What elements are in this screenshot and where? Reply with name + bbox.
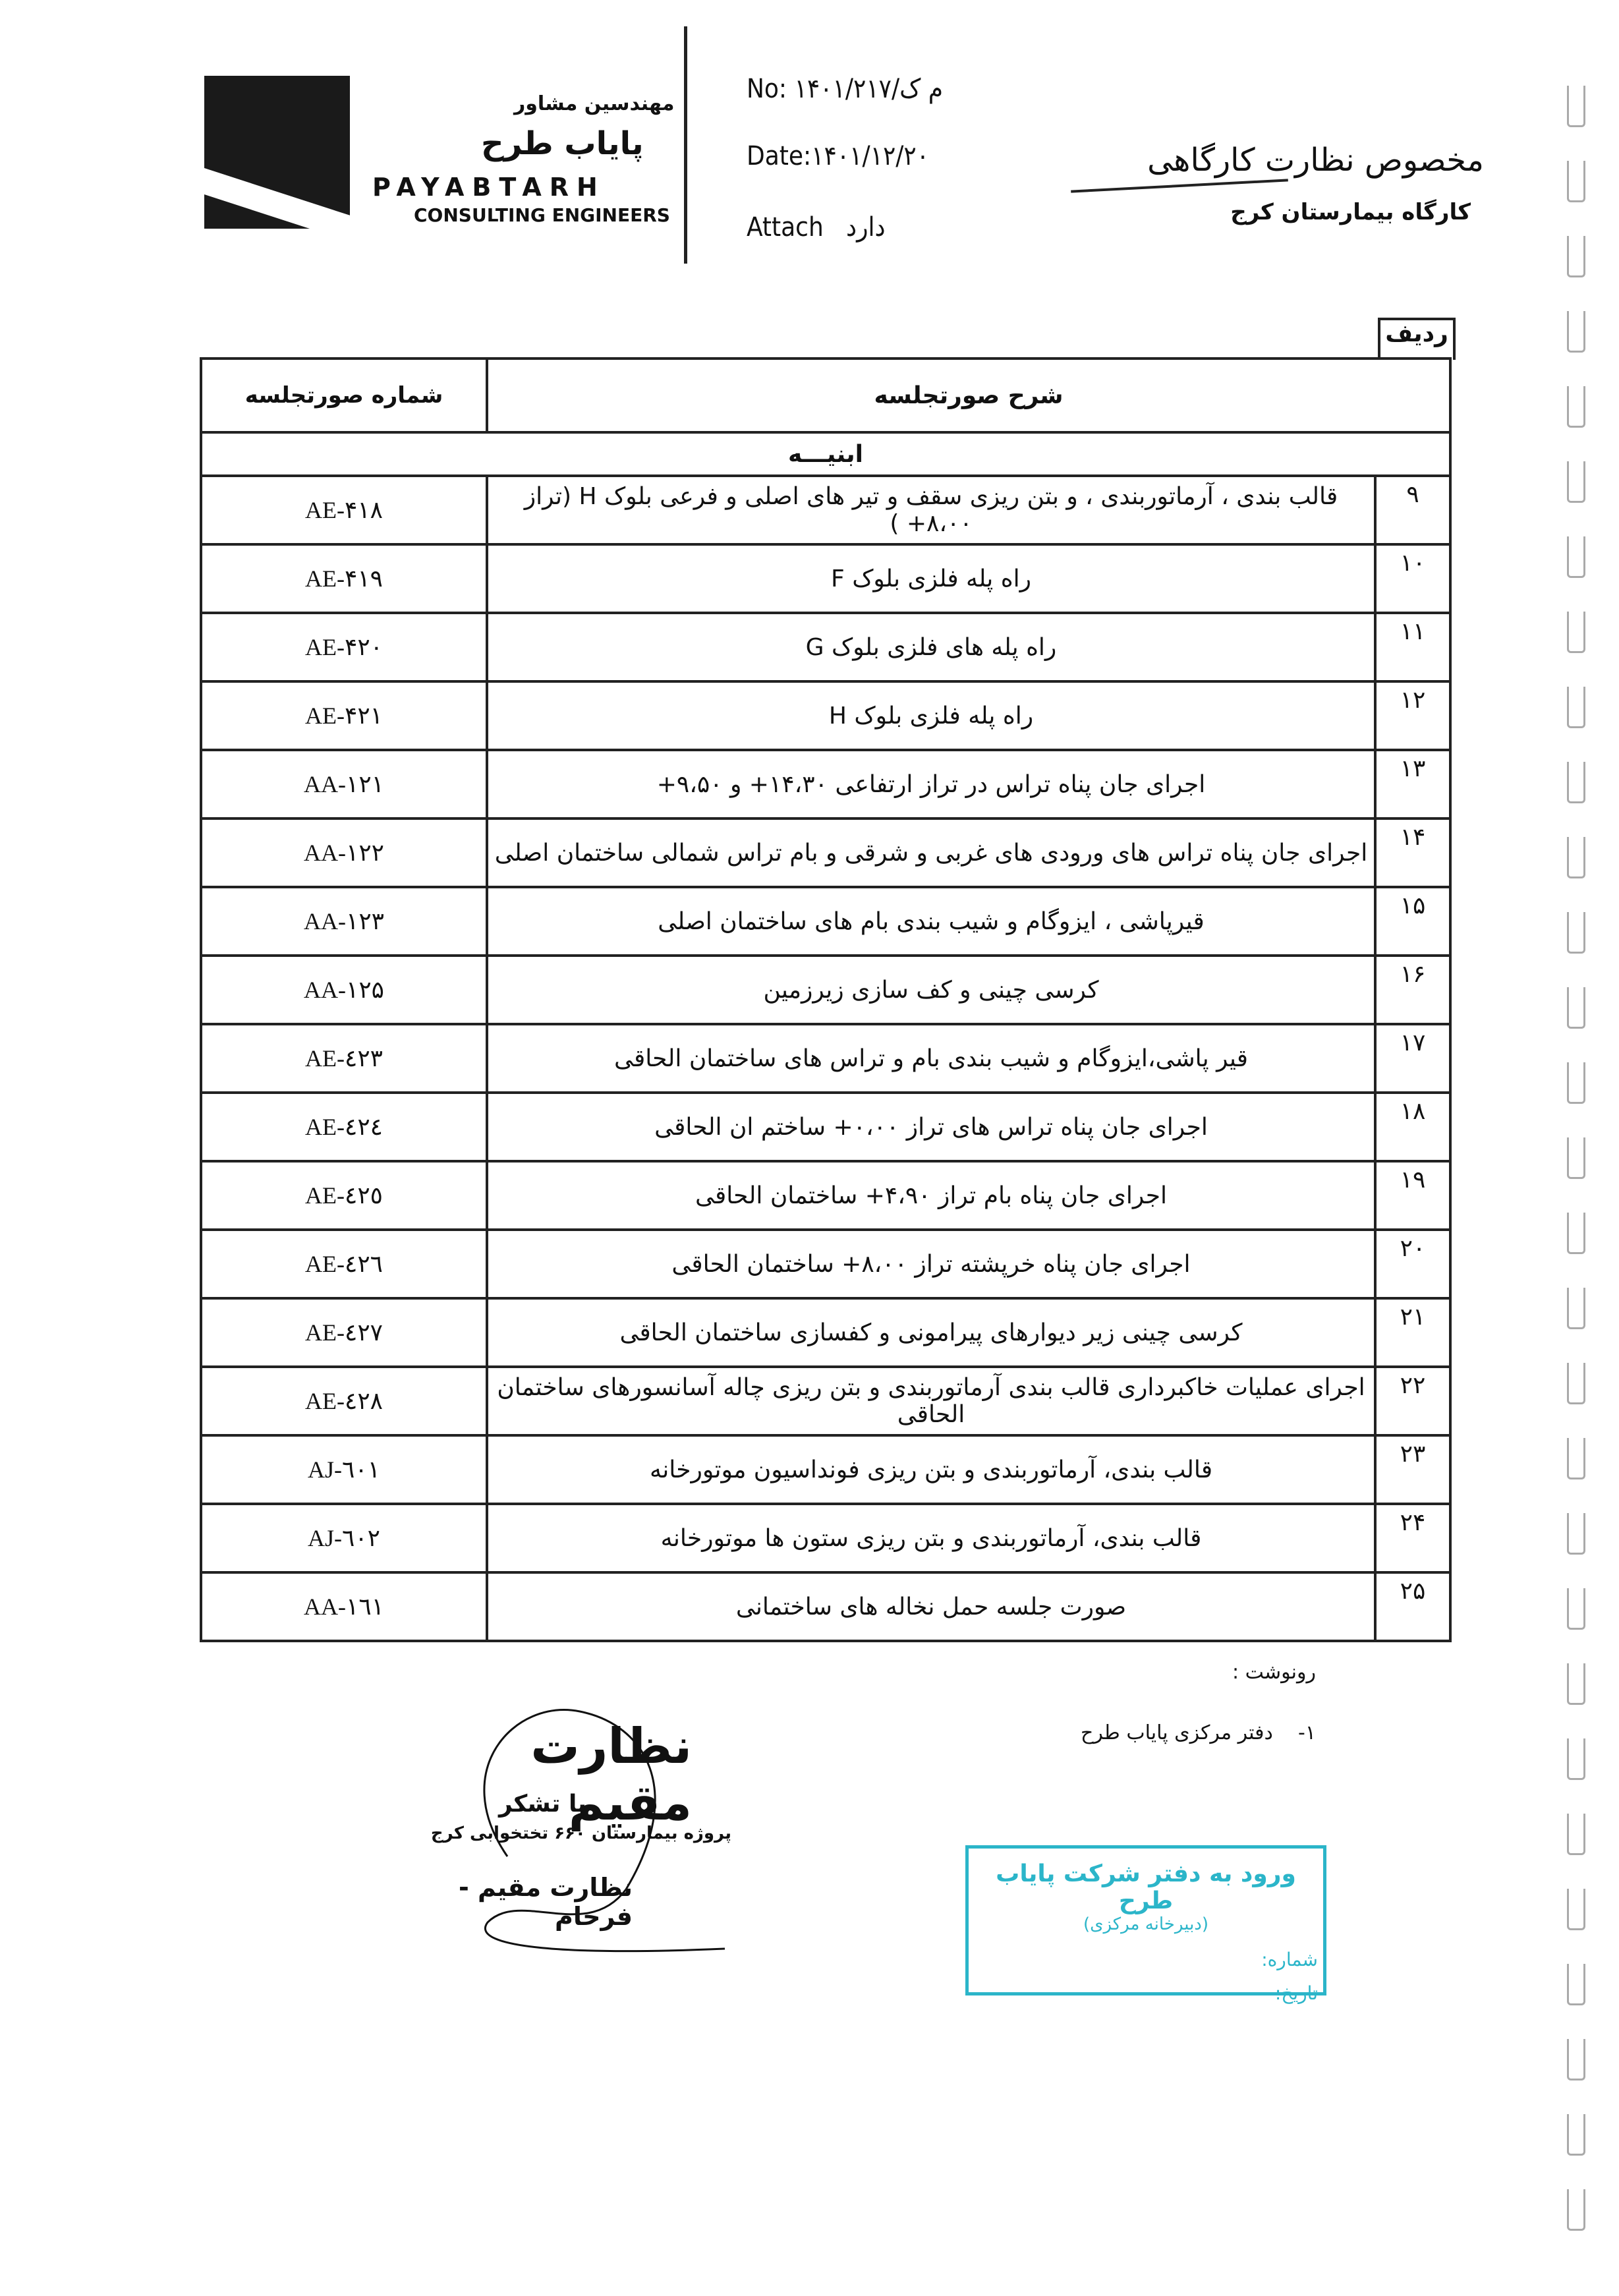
binder-hole-icon (1567, 1964, 1585, 2005)
row-number: ۱۵ (1375, 887, 1450, 956)
binder-hole-icon (1567, 837, 1585, 878)
binder-hole-icon (1567, 1738, 1585, 1780)
minutes-description: قیر پاشی،ایزوگام و شیب بندی بام و تراس های ساختمان الحاقی (487, 1024, 1375, 1093)
binder-hole-icon (1567, 987, 1585, 1029)
signature-stamp (409, 1692, 731, 1968)
row-number: ۱۶ (1375, 956, 1450, 1024)
receipt-stamp-date: تاریخ: (1274, 1982, 1318, 2004)
binder-hole-icon (1567, 1062, 1585, 1104)
minutes-number: AE-٤٢٥ (201, 1161, 487, 1230)
table-row (201, 887, 1450, 956)
minutes-description: راه پله فلزی بلوک F (487, 544, 1375, 613)
minutes-number: AE-۴۲۱ (201, 681, 487, 750)
binder-hole-icon (1567, 1588, 1585, 1630)
minutes-number: AA-۱۲۱ (201, 750, 487, 818)
signature-stamp-line2: با تشکر (498, 1791, 586, 1818)
minutes-number: AA-۱۲۵ (201, 956, 487, 1024)
row-number: ۲۳ (1375, 1435, 1450, 1504)
row-number: ۱۱ (1375, 613, 1450, 681)
binder-hole-icon (1567, 1814, 1585, 1855)
title-underline (1071, 179, 1288, 192)
minutes-description: اجرای جان پناه تراس های تراز ۰،۰۰+ ساختم ان الحاقی (487, 1093, 1375, 1161)
minutes-number: AE-۴۱۸ (201, 476, 487, 544)
table-row (201, 476, 1450, 544)
no-label: No: (747, 74, 787, 104)
minutes-table (200, 357, 1452, 1642)
col-desc-header: شرح صورتجلسه (487, 359, 1450, 432)
row-number: ۲۱ (1375, 1298, 1450, 1367)
minutes-description: اجرای عملیات خاکبرداری قالب بندی آرماتوربندی و بتن ریزی چاله آسانسورهای ساختمان الحاقی (487, 1367, 1375, 1435)
minutes-description: اجرای جان پناه خرپشته تراز ۸،۰۰+ ساختمان الحاقی (487, 1230, 1375, 1298)
cc-item-num: ۱- (1298, 1721, 1316, 1744)
binder-hole-icon (1567, 1288, 1585, 1329)
company-tagline: CONSULTING ENGINEERS (414, 204, 670, 226)
table-row (201, 1367, 1450, 1435)
binder-hole-icon (1567, 762, 1585, 803)
table-row (201, 1161, 1450, 1230)
minutes-number: AE-٤٢٨ (201, 1367, 487, 1435)
binder-hole-icon (1567, 1137, 1585, 1179)
row-number: ۲۲ (1375, 1367, 1450, 1435)
binder-hole-icon (1567, 311, 1585, 353)
binder-hole-icon (1567, 1513, 1585, 1555)
no-value: ۱۴۰۱/م ک/۲۱۷ (794, 74, 944, 104)
company-latin-name: PAYABTARH (372, 173, 606, 202)
category-row: ابنیـــه (201, 432, 1450, 476)
minutes-description: کرسی چینی زیر دیوارهای پیرامونی و کفسازی ساختمان الحاقی (487, 1298, 1375, 1367)
table-row (201, 750, 1450, 818)
binder-hole-icon (1567, 687, 1585, 728)
row-number: ۱۴ (1375, 818, 1450, 887)
attach-value: دارد (846, 212, 886, 243)
row-number: ۱۳ (1375, 750, 1450, 818)
minutes-number: AE-٤٢٦ (201, 1230, 487, 1298)
minutes-number: AE-۴۱۹ (201, 544, 487, 613)
minutes-number: AA-۱۲۲ (201, 818, 487, 887)
minutes-number: AJ-٦٠٢ (201, 1504, 487, 1572)
row-number: ۲۰ (1375, 1230, 1450, 1298)
cc-label: رونوشت : (1232, 1661, 1316, 1684)
table-row (201, 1093, 1450, 1161)
binder-hole-icon (1567, 1889, 1585, 1930)
binder-hole-icon (1567, 536, 1585, 578)
table-row (201, 1504, 1450, 1572)
minutes-number: AA-۱۲۳ (201, 887, 487, 956)
binder-hole-icon (1567, 236, 1585, 277)
table-row (201, 956, 1450, 1024)
minutes-number: AE-٤٢٧ (201, 1298, 487, 1367)
binder-hole-icon (1567, 912, 1585, 954)
row-number: ۱۹ (1375, 1161, 1450, 1230)
row-number: ۱۸ (1375, 1093, 1450, 1161)
row-number: ۱۷ (1375, 1024, 1450, 1093)
minutes-description: راه پله فلزی بلوک H (487, 681, 1375, 750)
table-row (201, 681, 1450, 750)
minutes-description: قالب بندی ، آرماتوربندی ، و بتن ریزی سقف و تیر های اصلی و فرعی بلوک H (تراز ۸،۰۰+ ) (487, 476, 1375, 544)
company-logo (204, 76, 350, 229)
receipt-stamp-subtitle: (دبیرخانه مرکزی) (1083, 1914, 1209, 1934)
binder-hole-icon (1567, 86, 1585, 127)
cc-item-text: دفتر مرکزی پایاب طرح (1081, 1721, 1273, 1744)
company-persian-small: مهندسین مشاور (514, 92, 675, 115)
date-label: Date: (747, 141, 812, 171)
receipt-stamp-number: شماره: (1261, 1949, 1318, 1970)
table-row (201, 1230, 1450, 1298)
row-number: ۱۰ (1375, 544, 1450, 613)
minutes-description: راه پله های فلزی بلوک G (487, 613, 1375, 681)
binder-hole-icon (1567, 612, 1585, 653)
binder-hole-icon (1567, 1663, 1585, 1705)
letter-attach (747, 212, 885, 243)
minutes-description: اجرای جان پناه تراس در تراز ارتفاعی ۱۴،۳۰+ و ۹،۵۰+ (487, 750, 1375, 818)
col-radif-header: ردیف (1378, 318, 1456, 360)
attach-label: Attach (747, 212, 824, 243)
binder-hole-icon (1567, 386, 1585, 428)
minutes-description: کرسی چینی و کف سازی زیرزمین (487, 956, 1375, 1024)
binder-hole-icon (1567, 1213, 1585, 1254)
minutes-description: صورت جلسه حمل نخاله های ساختمانی (487, 1572, 1375, 1641)
table-row (201, 1024, 1450, 1093)
minutes-number: AE-٤٢٤ (201, 1093, 487, 1161)
minutes-description: اجرای جان پناه تراس های ورودی های غربی و شرقی و بام تراس شمالی ساختمان اصلی (487, 818, 1375, 887)
signature-stamp-line1: نظارت مقیم (530, 1718, 692, 1831)
minutes-number: AE-٤٢٣ (201, 1024, 487, 1093)
row-number: ۲۵ (1375, 1572, 1450, 1641)
letter-number (747, 74, 943, 104)
binder-hole-icon (1567, 161, 1585, 202)
signature-stamp-line4: نظارت مقیم - فرحام (458, 1873, 633, 1931)
table-row (201, 544, 1450, 613)
minutes-description: اجرای جان پناه بام تراز ۴،۹۰+ ساختمان الحاقی (487, 1161, 1375, 1230)
receipt-stamp (965, 1845, 1326, 2004)
row-number: ۹ (1375, 476, 1450, 544)
cc-item (1081, 1721, 1316, 1744)
table-row (201, 613, 1450, 681)
receipt-stamp-title: ورود به دفتر شرکت پایاب طرح (996, 1860, 1296, 1914)
binder-hole-icon (1567, 1363, 1585, 1404)
minutes-description: قالب بندی، آرماتوربندی و بتن ریزی ستون ها موتورخانه (487, 1504, 1375, 1572)
minutes-number: AE-۴۲۰ (201, 613, 487, 681)
company-persian-name: پایاب طرح (481, 125, 644, 162)
signature-stamp-line3: پروژه بیمارستان ۶۶۰ تختخوابی کرج (430, 1823, 731, 1843)
binder-hole-icon (1567, 2114, 1585, 2156)
table-row (201, 1572, 1450, 1641)
binder-hole-icon (1567, 461, 1585, 503)
table-row (201, 818, 1450, 887)
binder-hole-icon (1567, 2189, 1585, 2231)
row-number: ۲۴ (1375, 1504, 1450, 1572)
minutes-description: قالب بندی، آرماتوربندی و بتن ریزی فونداسیون موتورخانه (487, 1435, 1375, 1504)
header-divider (684, 26, 687, 264)
minutes-number: AJ-٦٠١ (201, 1435, 487, 1504)
table-row (201, 1435, 1450, 1504)
table-row (201, 1298, 1450, 1367)
letter-date (747, 141, 929, 171)
col-code-header: شماره صورتجلسه (201, 359, 487, 432)
row-number: ۱۲ (1375, 681, 1450, 750)
binder-hole-icon (1567, 2039, 1585, 2081)
minutes-number: AA-١٦١ (201, 1572, 487, 1641)
letter-title: مخصوص نظارت کارگاهی (1147, 142, 1484, 179)
date-value: ۱۴۰۱/۱۲/۲۰ (811, 141, 930, 171)
minutes-description: قیرپاشی ، ایزوگام و شیب بندی بام های ساختمان اصلی (487, 887, 1375, 956)
letter-subtitle: کارگاه بیمارستان کرج (1230, 199, 1471, 225)
binder-hole-icon (1567, 1438, 1585, 1479)
